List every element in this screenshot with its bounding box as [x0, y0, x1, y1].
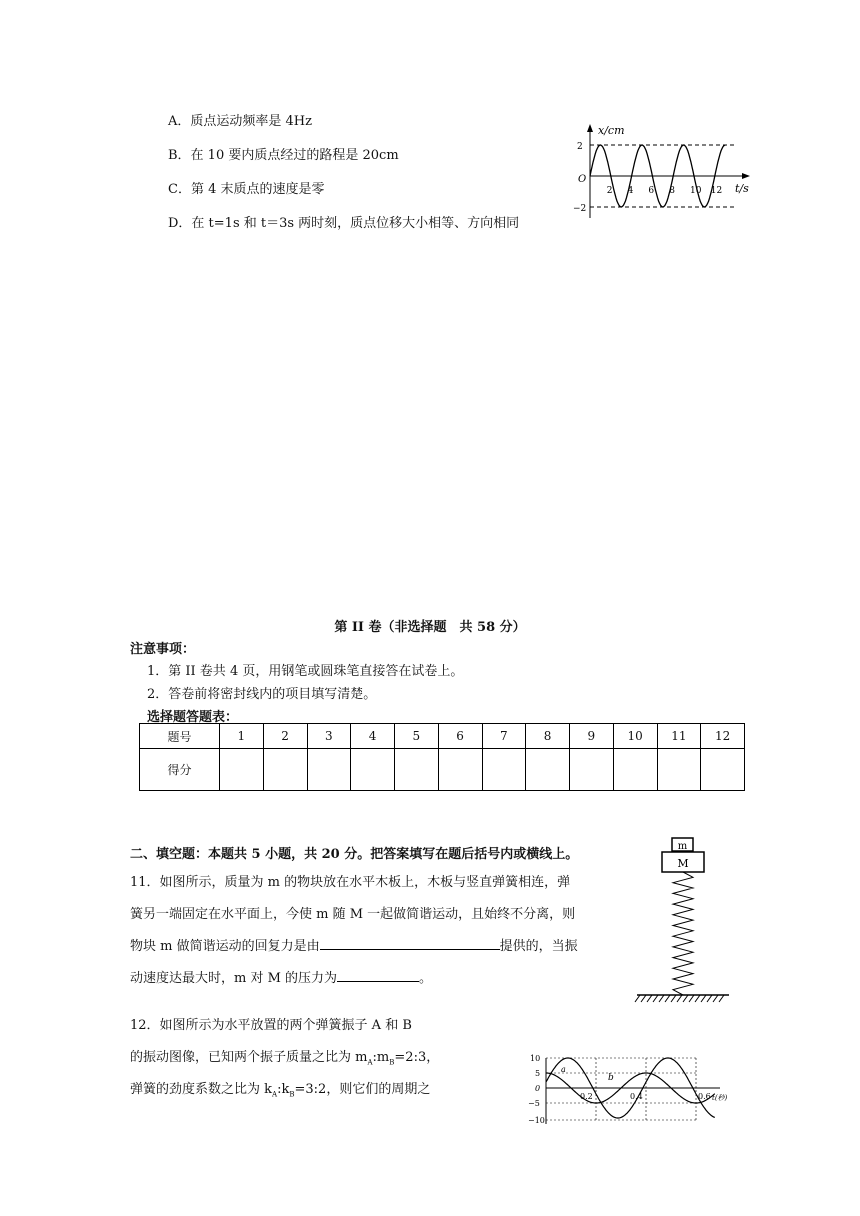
- sub-b-1: B: [389, 1058, 395, 1067]
- q11-line-2: 簧另一端固定在水平面上，今使 m 随 M 一起做简谐运动，且始终不分离，则: [130, 907, 576, 922]
- score-cell[interactable]: [395, 749, 439, 791]
- notice-item-2: 2．答卷前将密封线内的项目填写清楚。: [147, 687, 377, 702]
- score-cell[interactable]: [307, 749, 351, 791]
- section-title: 第 II 卷（非选择题 共 58 分）: [334, 620, 526, 635]
- origin-label: O: [578, 174, 587, 185]
- x-tick-label: 2: [606, 186, 613, 196]
- q12-curve-a-label: a: [561, 1065, 566, 1074]
- q12-y-tick-neg5: −5: [528, 1099, 540, 1108]
- question-number-cell: 2: [263, 724, 307, 749]
- y-axis-label: x/cm: [598, 124, 625, 137]
- q12-y-tick-10: 10: [530, 1054, 541, 1063]
- q12-line-1: 12．如图所示为水平放置的两个弹簧振子 A 和 B: [130, 1018, 412, 1033]
- q12-x-tick-0.6: 0.6: [698, 1092, 711, 1101]
- q12-x-tick-0.2: 0.2: [580, 1092, 593, 1101]
- sub-b-2: B: [289, 1090, 295, 1099]
- q11-answer-blank-1[interactable]: [320, 937, 500, 950]
- question-number-cell: 8: [526, 724, 570, 749]
- block-m-label: m: [677, 841, 688, 852]
- sub-a-2: A: [272, 1090, 278, 1099]
- question-number-cell: 3: [307, 724, 351, 749]
- q12-line-3-text: 弹簧的劲度系数之比为 k: [130, 1082, 273, 1097]
- question-number-cell: 12: [701, 724, 745, 749]
- q12-x-unit: t(秒): [712, 1094, 728, 1102]
- answer-table-label: 选择题答题表：: [147, 710, 239, 725]
- x-axis-label: t/s: [735, 182, 749, 195]
- x-tick-label: 8: [669, 186, 675, 196]
- x-tick-label: 12: [710, 186, 723, 196]
- q12-mass-ratio-sep: :m: [372, 1050, 390, 1065]
- score-cell[interactable]: [701, 749, 745, 791]
- q12-line-2-text: 的振动图像，已知两个振子质量之比为 m: [130, 1050, 368, 1065]
- q12-k-ratio-value: =3:2，则它们的周期之: [294, 1082, 431, 1097]
- score-cell[interactable]: [220, 749, 264, 791]
- score-cell[interactable]: [657, 749, 701, 791]
- q11-spring-figure: [632, 835, 732, 1005]
- notice-item-1: 1．第 II 卷共 4 页，用钢笔或圆珠笔直接答在试卷上。: [147, 664, 464, 679]
- q10-option-c: C．第 4 末质点的速度是零: [168, 182, 325, 197]
- q11-line-4: [130, 967, 432, 986]
- q12-y-tick-5: 5: [535, 1069, 541, 1078]
- y-tick-neg2: −2: [573, 204, 587, 214]
- score-cell[interactable]: [351, 749, 395, 791]
- q12-k-ratio-sep: :k: [277, 1082, 290, 1097]
- q11-line-1: 11．如图所示，质量为 m 的物块放在水平木板上，木板与竖直弹簧相连，弹: [130, 875, 571, 890]
- fill-in-heading: 二、填空题：本题共 5 小题，共 20 分。把答案填写在题后括号内或横线上。: [130, 847, 579, 862]
- score-cell[interactable]: [482, 749, 526, 791]
- question-number-cell: 11: [657, 724, 701, 749]
- x-tick-label: 10: [690, 186, 702, 196]
- q12-vibration-graph: [528, 1050, 736, 1130]
- q10-option-b: B．在 10 要内质点经过的路程是 20cm: [168, 148, 399, 163]
- question-number-cell: 10: [613, 724, 657, 749]
- q12-line-2: [130, 1046, 439, 1067]
- q12-y-tick-neg10: −10: [528, 1116, 545, 1125]
- q12-mass-ratio-value: =2:3，: [394, 1050, 440, 1065]
- question-number-cell: 5: [395, 724, 439, 749]
- q10-vibration-graph: [570, 120, 755, 230]
- row-header-score: 得分: [140, 749, 220, 791]
- q11-line-3-tail: 提供的，当振: [499, 939, 578, 954]
- question-number-cell: 1: [220, 724, 264, 749]
- score-cell[interactable]: [263, 749, 307, 791]
- q11-line-4-tail: 。: [419, 971, 433, 986]
- answer-table: [139, 723, 745, 791]
- question-number-cell: 6: [438, 724, 482, 749]
- row-header-question-number: 题号: [140, 724, 220, 749]
- sub-a-1: A: [367, 1058, 373, 1067]
- q11-line-3: [130, 935, 578, 954]
- question-number-cell: 9: [570, 724, 614, 749]
- q10-option-d: D．在 t=1s 和 t＝3s 两时刻，质点位移大小相等、方向相同: [168, 216, 520, 231]
- y-tick-2: 2: [577, 142, 583, 152]
- q11-line-3-text: 物块 m 做简谐运动的回复力是由: [130, 939, 320, 954]
- q12-y-tick-0: 0: [535, 1084, 541, 1093]
- question-number-cell: 7: [482, 724, 526, 749]
- score-cell[interactable]: [570, 749, 614, 791]
- q11-answer-blank-2[interactable]: [337, 969, 419, 982]
- block-M-label: M: [677, 857, 689, 870]
- question-number-cell: 4: [351, 724, 395, 749]
- notice-heading: 注意事项：: [130, 642, 196, 657]
- q12-curve-b-label: b: [608, 1073, 614, 1083]
- score-cell[interactable]: [526, 749, 570, 791]
- q12-line-3: [130, 1078, 430, 1099]
- q12-x-tick-0.4: 0.4: [630, 1092, 643, 1101]
- x-tick-label: 4: [627, 186, 634, 196]
- q11-line-4-text: 动速度达最大时，m 对 M 的压力为: [130, 971, 338, 986]
- score-cell[interactable]: [613, 749, 657, 791]
- score-cell[interactable]: [438, 749, 482, 791]
- q10-option-a: A．质点运动频率是 4Hz: [168, 114, 312, 129]
- x-tick-label: 6: [648, 186, 655, 196]
